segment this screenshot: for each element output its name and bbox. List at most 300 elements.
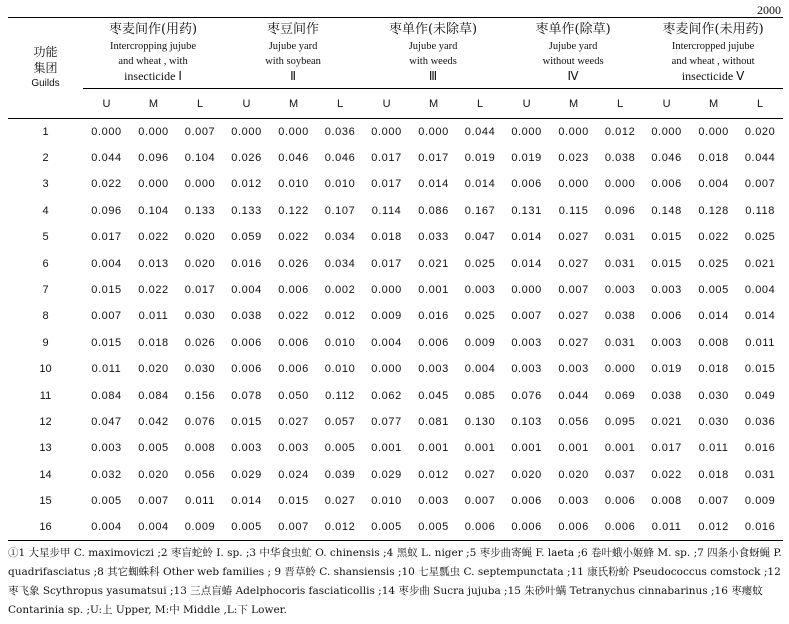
- value-cell: 0.019: [464, 152, 496, 165]
- value-cell: 0.148: [651, 204, 682, 217]
- value-cell: 0.022: [138, 231, 169, 244]
- value-cell: 0.005: [138, 442, 169, 455]
- guild-id-cell: 13: [39, 442, 52, 455]
- value-cell: 0.034: [324, 257, 356, 270]
- value-cell: 0.007: [558, 284, 589, 297]
- table-row: [8, 145, 783, 171]
- value-cell: 0.015: [91, 336, 122, 349]
- value-cell: 0.011: [698, 442, 729, 455]
- value-cell: 0.022: [698, 231, 729, 244]
- guild-header-zh-2: 集团: [33, 61, 58, 75]
- value-cell: 0.037: [604, 468, 636, 481]
- value-cell: 0.027: [464, 468, 496, 481]
- value-cell: 0.084: [138, 389, 169, 402]
- value-cell: 0.003: [418, 363, 449, 376]
- value-cell: 0.006: [231, 336, 262, 349]
- value-cell: 0.015: [744, 363, 776, 376]
- value-cell: 0.077: [371, 415, 402, 428]
- group-en: Jujube yard: [268, 41, 318, 52]
- table-row: [8, 435, 783, 461]
- value-cell: 0.024: [278, 468, 309, 481]
- value-cell: 0.000: [558, 125, 589, 138]
- value-cell: 0.018: [698, 363, 729, 376]
- position-header-cell: U: [242, 97, 251, 110]
- value-cell: 0.076: [184, 415, 216, 428]
- value-cell: 0.009: [464, 336, 496, 349]
- value-cell: 0.006: [464, 521, 496, 534]
- group-en: and wheat , with: [118, 56, 188, 67]
- position-header-cell: L: [757, 97, 764, 110]
- value-cell: 0.027: [278, 415, 309, 428]
- value-cell: 0.018: [698, 468, 729, 481]
- value-cell: 0.044: [464, 125, 496, 138]
- guild-id-cell: 12: [39, 415, 52, 428]
- value-cell: 0.008: [651, 495, 682, 508]
- value-cell: 0.000: [371, 363, 402, 376]
- value-cell: 0.014: [464, 178, 496, 191]
- value-cell: 0.112: [325, 389, 355, 402]
- value-cell: 0.021: [651, 415, 682, 428]
- position-header-cell: U: [662, 97, 671, 110]
- value-cell: 0.004: [91, 521, 122, 534]
- value-cell: 0.027: [558, 336, 589, 349]
- position-header-cell: M: [428, 97, 439, 110]
- value-cell: 0.025: [464, 310, 496, 323]
- value-cell: 0.005: [231, 521, 262, 534]
- value-cell: 0.009: [184, 521, 216, 534]
- value-cell: 0.000: [231, 125, 262, 138]
- value-cell: 0.027: [558, 257, 589, 270]
- value-cell: 0.000: [651, 125, 682, 138]
- value-cell: 0.086: [418, 204, 449, 217]
- table-row: [8, 462, 783, 488]
- position-header-row: [8, 89, 783, 119]
- value-cell: 0.000: [371, 125, 402, 138]
- guild-id-cell: 5: [42, 231, 49, 244]
- value-cell: 0.122: [278, 204, 309, 217]
- value-cell: 0.000: [278, 125, 309, 138]
- value-cell: 0.156: [184, 389, 216, 402]
- value-cell: 0.007: [184, 125, 216, 138]
- value-cell: 0.017: [184, 284, 216, 297]
- value-cell: 0.006: [231, 363, 262, 376]
- group-en: insecticide Ⅰ: [124, 69, 182, 83]
- value-cell: 0.004: [464, 363, 496, 376]
- value-cell: 0.025: [698, 257, 729, 270]
- group-en: Jujube yard: [408, 41, 458, 52]
- value-cell: 0.005: [418, 521, 449, 534]
- value-cell: 0.020: [138, 468, 169, 481]
- value-cell: 0.046: [278, 152, 309, 165]
- value-cell: 0.015: [278, 495, 309, 508]
- value-cell: 0.001: [464, 442, 496, 455]
- value-cell: 0.115: [558, 204, 589, 217]
- guild-id-cell: 14: [39, 468, 52, 481]
- table-row: [8, 277, 783, 303]
- value-cell: 0.031: [604, 231, 636, 244]
- value-cell: 0.027: [558, 310, 589, 323]
- value-cell: 0.003: [558, 495, 589, 508]
- group-header-1: [83, 18, 223, 89]
- guild-id-cell: 4: [42, 204, 49, 217]
- group-header-2: [223, 18, 363, 89]
- value-cell: 0.056: [184, 468, 216, 481]
- value-cell: 0.042: [138, 415, 169, 428]
- value-cell: 0.046: [324, 152, 356, 165]
- value-cell: 0.069: [604, 389, 636, 402]
- guild-id-cell: 11: [39, 389, 52, 402]
- group-en: with soybean: [265, 56, 321, 67]
- value-cell: 0.030: [698, 389, 729, 402]
- guild-header-en: Guilds: [31, 78, 60, 89]
- value-cell: 0.007: [138, 495, 169, 508]
- value-cell: 0.000: [184, 178, 216, 191]
- value-cell: 0.011: [651, 521, 682, 534]
- value-cell: 0.000: [511, 284, 542, 297]
- guild-id-cell: 16: [39, 521, 52, 534]
- value-cell: 0.034: [324, 231, 356, 244]
- value-cell: 0.003: [558, 363, 589, 376]
- value-cell: 0.038: [651, 389, 682, 402]
- position-header-cell: L: [617, 97, 624, 110]
- value-cell: 0.007: [698, 495, 729, 508]
- value-cell: 0.047: [91, 415, 122, 428]
- value-cell: 0.002: [324, 284, 356, 297]
- value-cell: 0.003: [511, 336, 542, 349]
- guild-id-cell: 9: [42, 336, 49, 349]
- value-cell: 0.012: [418, 468, 449, 481]
- value-cell: 0.044: [91, 152, 122, 165]
- group-header-4: [503, 18, 643, 89]
- group-header-5: [643, 18, 783, 89]
- group-header-3: [363, 18, 503, 89]
- value-cell: 0.095: [604, 415, 636, 428]
- value-cell: 0.022: [91, 178, 122, 191]
- value-cell: 0.026: [184, 336, 216, 349]
- table-row: [8, 330, 783, 356]
- value-cell: 0.005: [324, 442, 356, 455]
- value-cell: 0.006: [604, 495, 636, 508]
- value-cell: 0.015: [91, 284, 122, 297]
- value-cell: 0.000: [138, 178, 169, 191]
- value-cell: 0.015: [651, 231, 682, 244]
- group-en: Ⅱ: [290, 69, 296, 83]
- value-cell: 0.007: [744, 178, 776, 191]
- value-cell: 0.012: [604, 125, 636, 138]
- value-cell: 0.001: [418, 442, 449, 455]
- guild-id-cell: 7: [42, 284, 49, 297]
- value-cell: 0.017: [371, 178, 402, 191]
- value-cell: 0.022: [651, 468, 682, 481]
- value-cell: 0.003: [651, 336, 682, 349]
- value-cell: 0.118: [745, 204, 775, 217]
- value-cell: 0.026: [231, 152, 262, 165]
- value-cell: 0.003: [231, 442, 262, 455]
- guild-id-cell: 3: [42, 178, 49, 191]
- guild-id-cell: 6: [42, 257, 49, 270]
- value-cell: 0.084: [91, 389, 122, 402]
- table-row: [8, 119, 783, 145]
- value-cell: 0.010: [324, 336, 356, 349]
- value-cell: 0.131: [511, 204, 542, 217]
- value-cell: 0.038: [604, 310, 636, 323]
- value-cell: 0.036: [744, 415, 776, 428]
- value-cell: 0.038: [604, 152, 636, 165]
- table-row: [8, 409, 783, 435]
- position-header-cell: M: [568, 97, 579, 110]
- value-cell: 0.103: [511, 415, 542, 428]
- value-cell: 0.031: [604, 336, 636, 349]
- value-cell: 0.107: [324, 204, 356, 217]
- value-cell: 0.008: [698, 336, 729, 349]
- value-cell: 0.012: [324, 521, 356, 534]
- value-cell: 0.000: [138, 125, 169, 138]
- value-cell: 0.000: [558, 178, 589, 191]
- value-cell: 0.013: [138, 257, 169, 270]
- value-cell: 0.006: [278, 363, 309, 376]
- value-cell: 0.010: [324, 363, 356, 376]
- value-cell: 0.025: [464, 257, 496, 270]
- position-header-cell: M: [288, 97, 299, 110]
- value-cell: 0.003: [278, 442, 309, 455]
- value-cell: 0.044: [558, 389, 589, 402]
- position-header-cell: M: [709, 97, 719, 110]
- value-cell: 0.104: [138, 204, 169, 217]
- value-cell: 0.020: [558, 468, 589, 481]
- value-cell: 0.032: [91, 468, 122, 481]
- value-cell: 0.018: [138, 336, 169, 349]
- value-cell: 0.000: [511, 125, 542, 138]
- value-cell: 0.027: [324, 495, 356, 508]
- group-zh: 枣单作(未除草): [388, 22, 478, 37]
- value-cell: 0.047: [464, 231, 496, 244]
- value-cell: 0.011: [138, 310, 169, 323]
- value-cell: 0.012: [231, 178, 262, 191]
- guild-id-cell: 15: [39, 495, 52, 508]
- group-zh: 枣麦间作(用药): [108, 22, 198, 37]
- value-cell: 0.020: [184, 231, 216, 244]
- value-cell: 0.004: [744, 284, 776, 297]
- value-cell: 0.016: [231, 257, 262, 270]
- value-cell: 0.011: [91, 363, 122, 376]
- value-cell: 0.016: [418, 310, 449, 323]
- table-row: [8, 198, 783, 224]
- value-cell: 0.167: [464, 204, 496, 217]
- guild-id-cell: 1: [42, 125, 49, 138]
- value-cell: 0.004: [91, 257, 122, 270]
- value-cell: 0.004: [698, 178, 729, 191]
- value-cell: 0.011: [185, 495, 215, 508]
- value-cell: 0.006: [651, 178, 682, 191]
- value-cell: 0.022: [278, 310, 309, 323]
- value-cell: 0.003: [464, 284, 496, 297]
- group-en: with weeds: [409, 56, 457, 67]
- value-cell: 0.019: [651, 363, 682, 376]
- value-cell: 0.003: [91, 442, 122, 455]
- value-cell: 0.006: [278, 336, 309, 349]
- value-cell: 0.096: [138, 152, 169, 165]
- position-header-cell: U: [102, 97, 111, 110]
- value-cell: 0.023: [558, 152, 589, 165]
- value-cell: 0.000: [91, 125, 122, 138]
- value-cell: 0.049: [744, 389, 776, 402]
- value-cell: 0.001: [418, 284, 449, 297]
- position-header-cell: L: [477, 97, 484, 110]
- value-cell: 0.036: [324, 125, 356, 138]
- group-en: Jujube yard: [548, 41, 598, 52]
- value-cell: 0.025: [744, 231, 776, 244]
- table-row: [8, 171, 783, 197]
- value-cell: 0.044: [744, 152, 776, 165]
- value-cell: 0.033: [418, 231, 449, 244]
- value-cell: 0.017: [651, 442, 682, 455]
- value-cell: 0.004: [371, 336, 402, 349]
- position-header-cell: M: [148, 97, 159, 110]
- value-cell: 0.003: [604, 284, 636, 297]
- group-en: Intercropped jujube: [671, 41, 755, 52]
- position-header-cell: L: [196, 97, 204, 110]
- value-cell: 0.017: [91, 231, 122, 244]
- value-cell: 0.014: [418, 178, 449, 191]
- value-cell: 0.085: [464, 389, 496, 402]
- value-cell: 0.017: [371, 257, 402, 270]
- value-cell: 0.022: [138, 284, 169, 297]
- value-cell: 0.004: [231, 284, 262, 297]
- value-cell: 0.018: [698, 152, 729, 165]
- value-cell: 0.003: [651, 284, 682, 297]
- group-zh: 枣麦间作(未用药): [662, 22, 764, 37]
- position-header-cell: U: [522, 97, 531, 110]
- value-cell: 0.019: [511, 152, 542, 165]
- value-cell: 0.005: [371, 521, 402, 534]
- value-cell: 0.016: [744, 521, 776, 534]
- value-cell: 0.005: [698, 284, 729, 297]
- table-row: [8, 250, 783, 276]
- value-cell: 0.016: [744, 442, 776, 455]
- guild-id-cell: 8: [42, 310, 49, 323]
- group-en: insecticide Ⅴ: [681, 69, 745, 83]
- value-cell: 0.114: [371, 204, 402, 217]
- value-cell: 0.006: [558, 521, 589, 534]
- data-table: [8, 17, 783, 541]
- value-cell: 0.003: [511, 363, 542, 376]
- value-cell: 0.133: [231, 204, 262, 217]
- value-cell: 0.014: [511, 231, 542, 244]
- value-cell: 0.020: [184, 257, 216, 270]
- group-zh: 枣单作(除草): [535, 22, 611, 37]
- table-row: [8, 514, 783, 540]
- value-cell: 0.104: [184, 152, 216, 165]
- value-cell: 0.017: [418, 152, 449, 165]
- group-en: Ⅲ: [428, 69, 438, 83]
- value-cell: 0.096: [91, 204, 122, 217]
- value-cell: 0.006: [511, 495, 542, 508]
- value-cell: 0.009: [371, 310, 402, 323]
- value-cell: 0.006: [604, 521, 636, 534]
- value-cell: 0.006: [278, 284, 309, 297]
- value-cell: 0.076: [511, 389, 542, 402]
- value-cell: 0.018: [371, 231, 402, 244]
- value-cell: 0.038: [231, 310, 262, 323]
- value-cell: 0.007: [91, 310, 122, 323]
- group-zh: 枣豆间作: [267, 22, 320, 37]
- value-cell: 0.014: [698, 310, 729, 323]
- value-cell: 0.017: [371, 152, 402, 165]
- value-cell: 0.030: [184, 363, 216, 376]
- table-body: [8, 119, 783, 541]
- value-cell: 0.020: [511, 468, 542, 481]
- value-cell: 0.010: [278, 178, 309, 191]
- value-cell: 0.046: [651, 152, 682, 165]
- value-cell: 0.006: [418, 336, 449, 349]
- value-cell: 0.029: [231, 468, 262, 481]
- value-cell: 0.081: [418, 415, 449, 428]
- value-cell: 0.008: [184, 442, 216, 455]
- footnote: ①1 大星步甲 C. maximoviczi ;2 枣盲蛇蛉 I. sp. ;3 中华食虫虻 O. chinensis ;4 黑蚁 L. niger ;5 枣步曲寄蝇 F. laeta ;6 卷叶蛾小姬蜂 M. sp. ;7 四条小食蚜蝇 P. quadrifasciatus ;8 其它蜘蛛科 Other web families ; 9 晋草蛉 C. shansiensis ;10 七星瓢虫 C. septempunctata ;11 康氏粉蚧 Pseudococcus comstock ;12 枣飞象 Scythropus yasumatsui ;13 三点盲蝽 Adelphocoris fasciaticollis ;14 枣步曲 Sucra jujuba ;15 朱砂叶螨 Tetranychus cinnabarinus ;16 枣瘿蚊 Contarinia sp. ;U:上 Upper, M:中 Middle ,L:下 Lower.: [8, 547, 782, 616]
- value-cell: 0.000: [604, 178, 636, 191]
- group-en: and wheat , without: [671, 56, 755, 67]
- value-cell: 0.056: [558, 415, 589, 428]
- value-cell: 0.014: [511, 257, 542, 270]
- value-cell: 0.020: [138, 363, 169, 376]
- value-cell: 0.001: [604, 442, 636, 455]
- value-cell: 0.020: [744, 125, 776, 138]
- value-cell: 0.000: [418, 125, 449, 138]
- value-cell: 0.004: [138, 521, 169, 534]
- value-cell: 0.128: [698, 204, 729, 217]
- value-cell: 0.000: [698, 125, 729, 138]
- value-cell: 0.078: [231, 389, 262, 402]
- value-cell: 0.029: [371, 468, 402, 481]
- guild-header: [8, 18, 83, 119]
- value-cell: 0.000: [604, 363, 636, 376]
- value-cell: 0.057: [324, 415, 356, 428]
- group-en: Ⅳ: [567, 69, 579, 83]
- value-cell: 0.001: [371, 442, 402, 455]
- value-cell: 0.022: [278, 231, 309, 244]
- guild-id-cell: 10: [39, 363, 52, 376]
- value-cell: 0.005: [91, 495, 122, 508]
- value-cell: 0.014: [744, 310, 776, 323]
- value-cell: 0.030: [698, 415, 729, 428]
- value-cell: 0.027: [558, 231, 589, 244]
- value-cell: 0.006: [511, 178, 542, 191]
- table-row: [8, 224, 783, 250]
- value-cell: 0.059: [231, 231, 262, 244]
- value-cell: 0.012: [324, 310, 356, 323]
- value-cell: 0.011: [745, 336, 775, 349]
- value-cell: 0.015: [651, 257, 682, 270]
- value-cell: 0.000: [371, 284, 402, 297]
- value-cell: 0.014: [231, 495, 262, 508]
- value-cell: 0.026: [278, 257, 309, 270]
- value-cell: 0.012: [698, 521, 729, 534]
- group-en: Intercropping jujube: [110, 41, 197, 52]
- value-cell: 0.050: [278, 389, 309, 402]
- table-row: [8, 303, 783, 329]
- value-cell: 0.007: [464, 495, 496, 508]
- value-cell: 0.001: [511, 442, 542, 455]
- value-cell: 0.031: [744, 468, 776, 481]
- value-cell: 0.006: [511, 521, 542, 534]
- value-cell: 0.007: [278, 521, 309, 534]
- table-row: [8, 488, 783, 514]
- value-cell: 0.010: [371, 495, 402, 508]
- guild-id-cell: 2: [42, 152, 49, 165]
- value-cell: 0.010: [324, 178, 356, 191]
- value-cell: 0.001: [558, 442, 589, 455]
- value-cell: 0.006: [651, 310, 682, 323]
